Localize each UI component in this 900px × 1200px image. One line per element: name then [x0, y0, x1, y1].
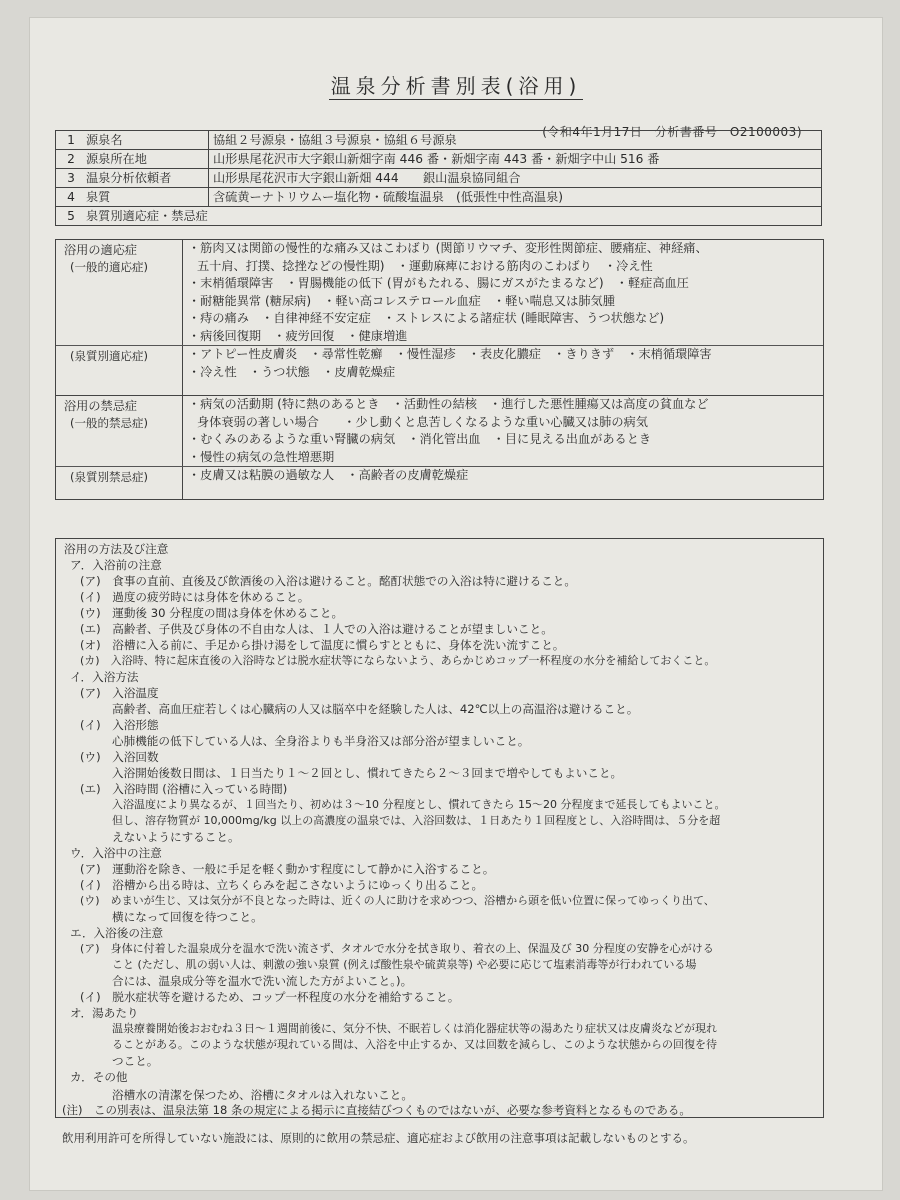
- row-value: 含硫黄ーナトリウムー塩化物・硫酸塩温泉 (低張性中性高温泉): [209, 188, 822, 207]
- info-row: [56, 169, 822, 188]
- method-line: (イ) 脱水症状等を避けるため、コップ一杯程度の水分を補給すること。: [80, 990, 460, 1004]
- method-line: 心肺機能の低下している人は、全身浴よりも半身浴又は部分浴が望ましいこと。: [112, 734, 530, 748]
- list-item: ・筋肉又は関節の慢性的な痛み又はこわばり (関節リウマチ、変形性関節症、腰痛症、神経痛、: [188, 241, 708, 255]
- method-subheading: ウ．入浴中の注意: [70, 846, 162, 860]
- method-heading: 浴用の方法及び注意: [64, 542, 169, 556]
- method-line: (エ) 高齢者、子供及び身体の不自由な人は、１人での入浴は避けることが望ましいこと。: [80, 622, 553, 636]
- row-number: 1: [56, 131, 83, 150]
- method-line: (ア) 運動浴を除き、一般に手足を軽く動かす程度にして静かに入浴すること。: [80, 862, 495, 876]
- method-line: こと (ただし、肌の弱い人は、刺激の強い泉質 (例えば酸性泉や硫黄泉等) や必要に応じて塩素消毒等が行われている場: [112, 958, 697, 971]
- list-item: ・耐糖能異常 (糖尿病) ・軽い高コレステロール血症 ・軽い喘息又は肺気腫: [188, 293, 615, 308]
- quality-contraindications-body: [182, 467, 823, 499]
- list-item: ・むくみのあるような重い腎臓の病気 ・消化管出血 ・目に見える出血があるとき: [188, 432, 652, 446]
- row-label: 泉質別適応症・禁忌症: [82, 207, 822, 226]
- method-subheading: エ．入浴後の注意: [70, 926, 164, 940]
- document-sheet: [30, 18, 882, 1190]
- indications-block: [55, 239, 824, 500]
- list-item: ・末梢循環障害 ・胃腸機能の低下 (胃がもたれる、腸にガスがたまるなど) ・軽症高血圧: [188, 276, 689, 290]
- method-line: 入浴開始後数日間は、１日当たり１～２回とし、慣れてきたら２～３回まで増やしてもよいこと。: [112, 766, 623, 780]
- list-item: ・冷え性 ・うつ状態 ・皮膚乾燥症: [188, 364, 396, 379]
- analysis-meta: (令和4年1月17日 分析書番号 O2100003): [542, 125, 802, 139]
- method-line: 温泉療養開始後おおむね３日～１週間前後に、気分不快、不眠若しくは消化器症状等の湯あたり症状又は皮膚炎などが現れ: [112, 1022, 717, 1035]
- row-value: 山形県尾花沢市大字銀山新畑字南 446 番・新畑字南 443 番・新畑字中山 516 番: [209, 150, 822, 169]
- info-row: [56, 150, 822, 169]
- method-line: (ア) 食事の直前、直後及び飲酒後の入浴は避けること。酩酊状態での入浴は特に避けること。: [80, 574, 576, 588]
- quality-indications-label-cell: [56, 346, 182, 395]
- method-line: (オ) 浴槽に入る前に、手足から掛け湯をして温度に慣らすとともに、身体を洗い流すこと。: [80, 638, 565, 652]
- method-line: (イ) 浴槽から出る時は、立ちくらみを起こさないようにゆっくり出ること。: [80, 878, 484, 892]
- indications-label-cell: [56, 240, 182, 345]
- spacer: [183, 485, 823, 499]
- method-line: (カ) 入浴時、特に起床直後の入浴時などは脱水症状等にならないよう、あらかじめコップ一杯程度の水分を補給しておくこと。: [80, 654, 716, 667]
- indications-section: [56, 239, 823, 345]
- method-line: (ウ) めまいが生じ、又は気分が不良となった時は、近くの人に助けを求めつつ、浴槽から頭を低い位置に保ってゆっくり出て、: [80, 894, 715, 907]
- quality-contraindications-section: [56, 466, 823, 499]
- quality-indications-label: (泉質別適応症): [70, 349, 148, 363]
- method-subheading: カ．その他: [70, 1070, 128, 1084]
- list-item: ・アトピー性皮膚炎 ・尋常性乾癬 ・慢性湿疹 ・表皮化膿症 ・きりきず ・末梢循環障害: [188, 347, 712, 361]
- info-row: [56, 207, 822, 226]
- row-number: 3: [56, 169, 83, 188]
- list-item: ・病気の活動期 (特に熱のあるとき ・活動性の結核 ・進行した悪性腫瘍又は高度の貧血など: [188, 397, 709, 411]
- list-item: ・病後回復期 ・疲労回復 ・健康増進: [188, 328, 408, 343]
- row-number: 5: [56, 207, 83, 226]
- method-line: えないようにすること。: [112, 830, 240, 844]
- method-line: (エ) 入浴時間 (浴槽に入っている時間): [80, 782, 288, 796]
- contraindications-body: [182, 396, 823, 466]
- indications-body: [182, 240, 823, 345]
- row-label: 泉質: [82, 188, 209, 207]
- info-row: [56, 131, 822, 150]
- quality-indications-body: [182, 346, 823, 395]
- quality-contraindications-label-cell: [56, 467, 182, 499]
- contraindications-label-cell: [56, 396, 182, 466]
- method-line: (ア) 入浴温度: [80, 686, 159, 700]
- list-item: ・慢性の病気の急性増悪期: [188, 449, 335, 464]
- method-line: 但し、溶存物質が 10,000mg/kg 以上の高濃度の温泉では、入浴回数は、１日あたり１回程度とし、入浴時間は、５分を超: [112, 814, 721, 827]
- method-line: 合には、温泉成分等を温水で洗い流した方がよいこと。)。: [112, 974, 413, 988]
- indications-sublabel: (一般的適応症): [70, 260, 148, 274]
- row-label: 温泉分析依頼者: [82, 169, 209, 188]
- list-item: ・皮膚又は粘膜の過敏な人 ・高齢者の皮膚乾燥症: [188, 468, 469, 482]
- method-subheading: オ．湯あたり: [70, 1006, 139, 1020]
- list-item: ・痔の痛み ・自律神経不安定症 ・ストレスによる諸症状 (睡眠障害、うつ状態など): [188, 311, 665, 325]
- method-line: ることがある。このような状態が現れている間は、入浴を中止するか、又は回数を減らし、このような状態からの回復を待: [112, 1038, 717, 1051]
- list-item: 五十肩、打撲、捻挫などの慢性期) ・運動麻痺における筋肉のこわばり ・冷え性: [197, 258, 653, 273]
- row-label: 源泉名: [82, 131, 209, 150]
- quality-indications-section: [56, 345, 823, 395]
- method-line: (ウ) 入浴回数: [80, 750, 159, 764]
- footnote: (注) この別表は、温泉法第 18 条の規定による掲示に直接結びつくものではないが、必要な参考資料となるものである。: [62, 1103, 691, 1117]
- info-table: [55, 130, 822, 226]
- contraindications-label: 浴用の禁忌症: [64, 399, 138, 413]
- spacer: [183, 381, 823, 395]
- method-line: 浴槽水の清潔を保つため、浴槽にタオルは入れないこと。: [112, 1088, 413, 1102]
- method-line: (ア) 身体に付着した温泉成分を温水で洗い流さず、タオルで水分を拭き取り、着衣の上、保温及び 30 分程度の安静を心がける: [80, 942, 714, 955]
- footnote-2: 飲用利用許可を所得していない施設には、原則的に飲用の禁忌症、適応症および飲用の注意事項は記載しないものとする。: [62, 1131, 695, 1145]
- list-item: 身体衰弱の著しい場合 ・少し動くと息苦しくなるような重い心臓又は肺の病気: [197, 414, 648, 429]
- row-value: 協組２号源泉・協組３号源泉・協組６号源泉: [209, 131, 822, 150]
- method-line: (ウ) 運動後 30 分程度の間は身体を休めること。: [80, 606, 344, 620]
- bathing-method-box: [55, 538, 824, 1118]
- document-title: [30, 70, 882, 99]
- row-number: 2: [56, 150, 83, 169]
- row-number: 4: [56, 188, 83, 207]
- contraindications-sublabel: (一般的禁忌症): [70, 416, 148, 430]
- quality-contraindications-label: (泉質別禁忌症): [70, 470, 148, 484]
- document-title-text: 温泉分析書別表(浴用): [330, 74, 582, 98]
- method-line: (イ) 過度の疲労時には身体を休めること。: [80, 590, 310, 604]
- method-subheading: ア．入浴前の注意: [70, 558, 162, 572]
- method-line: 横になって回復を待つこと。: [112, 910, 263, 924]
- method-line: (イ) 入浴形態: [80, 718, 159, 732]
- info-row: [56, 188, 822, 207]
- indications-label: 浴用の適応症: [64, 243, 138, 257]
- row-label: 源泉所在地: [82, 150, 209, 169]
- contraindications-section: [56, 395, 823, 466]
- method-line: つこと。: [112, 1054, 159, 1068]
- method-subheading: イ．入浴方法: [70, 670, 139, 684]
- method-line: 入浴温度により異なるが、１回当たり、初めは３～10 分程度とし、慣れてきたら 15～20 分程度まで延長してもよいこと。: [112, 798, 726, 811]
- row-value: 山形県尾花沢市大字銀山新畑 444 銀山温泉協同組合: [209, 169, 822, 188]
- method-line: 高齢者、高血圧症若しくは心臓病の人又は脳卒中を経験した人は、42℃以上の高温浴は避けること。: [112, 702, 639, 716]
